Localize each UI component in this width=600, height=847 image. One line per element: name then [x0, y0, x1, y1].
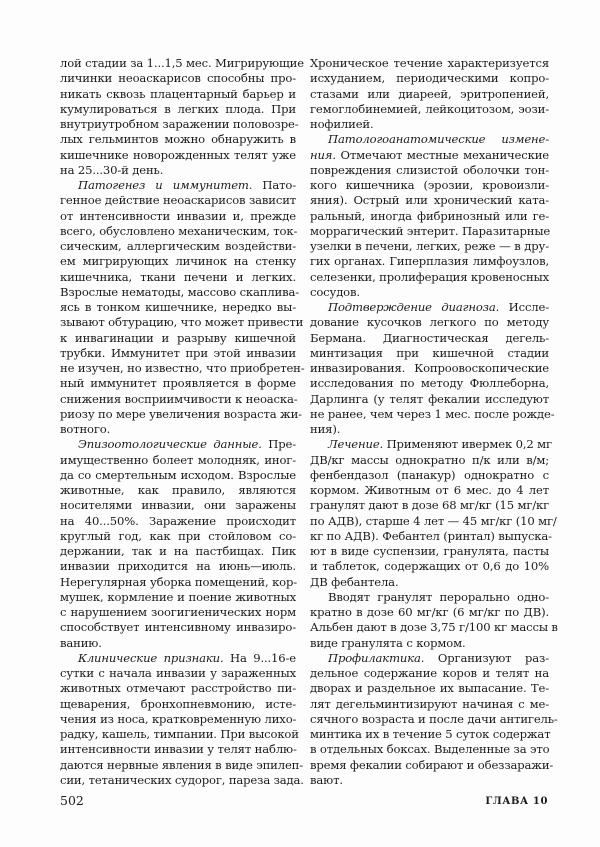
text-line: лой стадии за 1...1,5 мес. Мигрирующие	[60, 56, 304, 70]
text-line-content: Организуют раз-	[424, 650, 549, 665]
section-heading-line	[310, 300, 549, 315]
section-heading-line	[60, 178, 296, 193]
section-heading: Клинические признаки.	[78, 650, 224, 665]
text-line: кумулироваться в легких плода. При	[60, 101, 296, 116]
text-line: яния). Острый или хронический ката-	[310, 193, 549, 208]
text-line: инвазирования. Копроовоскопические	[310, 361, 549, 375]
text-line: держании, так и на пастбищах. Пик	[60, 544, 296, 558]
text-line: ясь в тонком кишечнике, нередко вы-	[60, 300, 296, 314]
left-text-column	[60, 56, 305, 788]
text-line: исхуданием, периодическими копро-	[310, 71, 549, 86]
text-line: щеварения, бронхопневмонию, исте-	[60, 696, 296, 711]
text-line: кратно в дозе 60 мг/кг (6 мг/кг по ДВ).	[310, 605, 549, 619]
text-line-content: Пре-	[261, 437, 296, 452]
text-line: в отдельных боксах. Выделенные за это	[310, 742, 550, 757]
text-line: трубки. Иммунитет при этой инвазии	[60, 345, 296, 360]
text-line: ральный, иногда фибринозный или ге-	[310, 208, 549, 223]
text-line: гранулят дают в дозе 68 мг/кг (15 мг/кг	[310, 498, 550, 513]
text-line: чения из носа, кратковременную лихо-	[60, 711, 297, 726]
text-line: узелки в печени, легких, реже — в дру-	[310, 239, 549, 253]
text-line: способствует интенсивному инвазиро-	[60, 620, 296, 635]
text-line-content: Применяют ивермек 0,2 мг	[383, 437, 552, 452]
section-heading-line	[310, 148, 549, 163]
page-number: 502	[60, 793, 84, 808]
text-line-content: Отмечают местные механические	[335, 147, 549, 162]
section-heading-line	[310, 437, 552, 452]
text-line: инвазии приходится на июнь—июль.	[60, 559, 296, 574]
text-line: снижения восприимчивости к неоаска-	[60, 391, 298, 406]
section-heading-line	[60, 651, 296, 666]
text-line: нофилией.	[310, 117, 374, 131]
text-line: моррагический энтерит. Паразитарные	[310, 223, 551, 238]
text-line: стазами или диареей, эритропенией,	[310, 86, 549, 101]
text-line: личинки неоаскарисов способны про-	[60, 71, 296, 86]
text-line: генное действие неоаскарисов зависит	[60, 193, 297, 208]
text-line-content: Иссле-	[499, 300, 549, 314]
text-line: кишечнике новорожденных телят уже	[60, 147, 296, 162]
text-line: и таблеток, содержащих от 0,6 до 10%	[310, 559, 549, 574]
text-line: Бермана. Диагностическая дегель-	[310, 330, 549, 345]
text-line: вотного.	[60, 422, 111, 436]
text-line: Альбен дают в дозе 3,75 г/100 кг массы в	[310, 620, 558, 635]
right-text-column	[310, 56, 558, 788]
text-line: радку, кашель, тимпании. При высокой	[60, 727, 299, 741]
text-line: дование кусочков легкого по методу	[310, 315, 549, 330]
text-line: всего, обусловлено механическим, ток-	[60, 223, 298, 238]
section-heading: Эпизоотологические данные.	[78, 437, 262, 452]
text-line: гемоглобинемией, лейкоцитозом, эози-	[310, 101, 549, 116]
text-line: минтика их в течение 5 суток содержат	[310, 727, 551, 741]
text-line: по АДВ), старше 4 лет — 45 мг/кг (10 мг/	[310, 513, 557, 528]
text-line: животные, как правило, являются	[60, 483, 296, 497]
text-line: кормом. Животным от 6 мес. до 4 лет	[310, 483, 549, 497]
section-heading: Патогенез и иммунитет.	[78, 178, 253, 192]
text-line: время фекалии собирают и обеззаражи-	[310, 757, 554, 772]
section-heading: ния.	[310, 147, 336, 162]
text-line: Вводят гранулят перорально одно-	[328, 589, 549, 604]
text-line: кишечника, ткани печени и легких.	[60, 269, 296, 284]
text-line: зывают обтурацию, что может привести	[60, 315, 304, 330]
text-line: Хроническое течение характеризуется	[310, 56, 549, 70]
text-line: с нарушением зоогигиенических норм	[60, 605, 296, 619]
text-line: никать сквозь плацентарный барьер и	[60, 86, 296, 101]
section-heading-line	[310, 132, 549, 147]
text-line: селезенки, пролиферация кровеносных	[310, 269, 549, 284]
text-line: сическим, аллергическим воздействи-	[60, 239, 296, 253]
text-line: даются нервные явления в виде эпилеп-	[60, 757, 304, 772]
section-heading-line	[310, 651, 549, 666]
section-heading: Подтверждение диагноза.	[328, 300, 500, 314]
text-line: гих органах. Гиперплазия лимфоузлов,	[310, 254, 549, 269]
running-head-chapter: ГЛАВА 10	[485, 796, 548, 807]
text-line: виде гранулята с кормом.	[310, 635, 466, 650]
text-line: ДВ/кг массы однократно п/к или в/м;	[310, 452, 549, 467]
text-line: вают.	[310, 772, 343, 787]
text-line: Взрослые нематоды, массово скаплива-	[60, 284, 300, 299]
text-line: на 25...30-й день.	[60, 162, 164, 177]
section-heading: Профилактика.	[328, 650, 425, 665]
text-line: дельное содержание коров и телят на	[310, 666, 549, 680]
text-line: внутриутробном заражении половозре-	[60, 117, 299, 131]
text-line: ный иммунитет проявляется в форме	[60, 376, 296, 391]
text-line: животных отмечают расстройство пи-	[60, 681, 296, 696]
text-line: ванию.	[60, 635, 102, 650]
text-line: лых гельминтов можно обнаружить в	[60, 132, 296, 147]
text-line: ния).	[310, 422, 341, 436]
section-heading: Патологоанатомические измене-	[328, 132, 549, 147]
text-line: ют в виде суспензии, гранулята, пасты	[310, 544, 549, 558]
text-line: на 40...50%. Заражение происходит	[60, 513, 296, 528]
text-line: исследования по методу Фюллеборна,	[310, 376, 549, 391]
text-line: риозу по мере увеличения возраста жи-	[60, 406, 302, 421]
text-line: ем мигрирующих личинок на стенку	[60, 254, 296, 269]
text-line: сутки с начала инвазии у зараженных	[60, 666, 296, 680]
text-line: дворах и раздельное их выпасание. Те-	[310, 681, 549, 696]
text-line: сячного возраста и после дачи антигель-	[310, 711, 558, 726]
text-line: кг по АДВ). Фебантел (ринтал) выпуска-	[310, 528, 552, 543]
section-heading-line	[60, 437, 296, 452]
text-line: кого кишечника (эрозии, кровоизли-	[310, 178, 549, 192]
text-line: имущественно болеет молодняк, иног-	[60, 452, 296, 467]
text-line: ДВ фебантела.	[310, 574, 399, 589]
text-line: мушек, кормление и поение животных	[60, 589, 296, 604]
text-line: интенсивности инвазии у телят наблю-	[60, 742, 297, 757]
text-line: фенбендазол (панакур) однократно с	[310, 467, 549, 482]
text-line: круглый год, как при стойловом со-	[60, 528, 296, 543]
text-line: повреждения слизистой оболочки тон-	[310, 162, 549, 177]
text-line: не ранее, чем через 1 мес. после рожде-	[310, 406, 555, 421]
text-line: не изучен, но известно, что приобретен-	[60, 361, 305, 375]
text-line-content: На 9...16-е	[223, 650, 296, 665]
section-heading: Лечение.	[328, 437, 384, 452]
text-line: да со смертельным исходом. Взрослые	[60, 467, 296, 482]
text-line: Дарлинга (у телят фекалии исследуют	[310, 391, 549, 406]
text-line: к инвагинации и разрыву кишечной	[60, 330, 296, 345]
text-line: от интенсивности инвазии и, прежде	[60, 208, 296, 223]
text-line-content: Пато-	[252, 178, 296, 192]
text-line: сии, тетанических судорог, пареза зада.	[60, 772, 304, 787]
text-line: лят дегельминтизируют начиная с ме-	[310, 696, 549, 711]
text-line: минтизация при кишечной стадии	[310, 345, 549, 360]
text-line: сосудов.	[310, 284, 360, 299]
text-line: Нерегулярная уборка помещений, кор-	[60, 574, 298, 589]
text-line: носителями инвазии, они заражены	[60, 498, 296, 513]
